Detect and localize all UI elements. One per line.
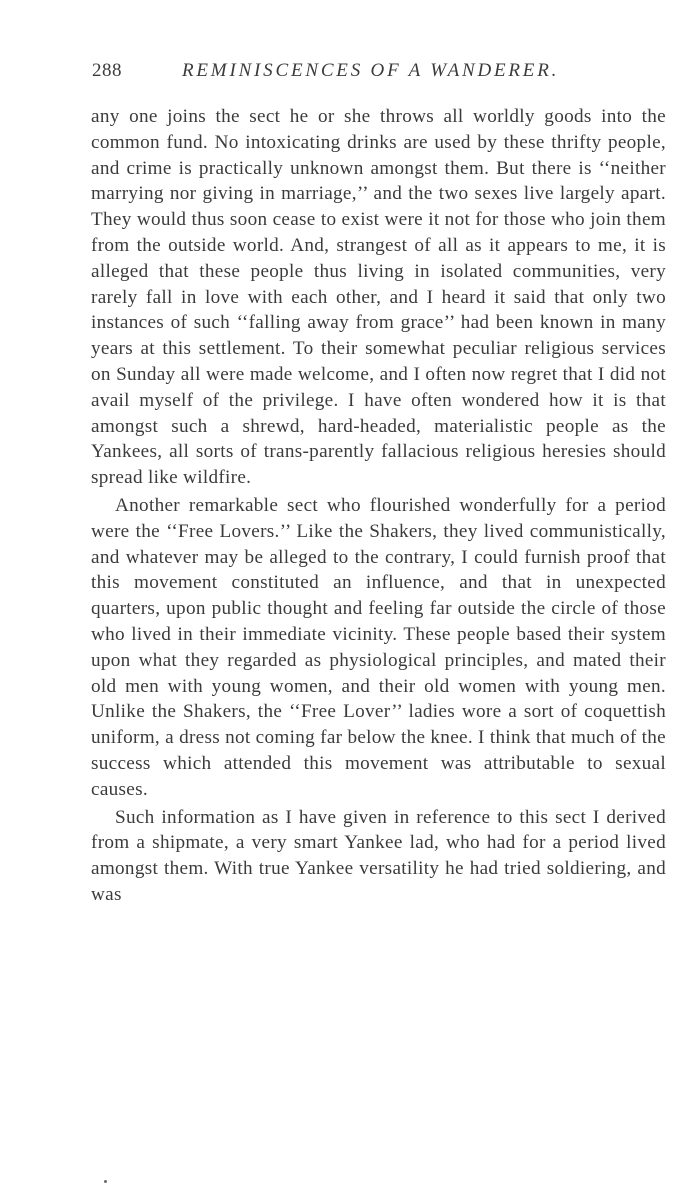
page-header bbox=[92, 60, 590, 90]
page-number: 288 bbox=[92, 60, 122, 81]
running-title: REMINISCENCES OF A WANDERER. bbox=[182, 60, 560, 81]
paragraph-free-lovers: Another remarkable sect who flourished wonderfully for a period were the ‘‘Free Lovers.’’ Like the Shakers, they lived communistically, and whatever may be alleged to the contrary, I could furnish proof that this movement constituted an influence, and that in unexpected quarters, upon public thought and feeling far outside the circle of those who lived in their immediate vicinity. These people based their system upon what they regarded as physiological principles, and mated their old men with young women, and their old women with young men. Unlike the Shakers, the ‘‘Free Lover’’ ladies wore a sort of coquettish uniform, a dress not coming far below the knee. I think that much of the success which attended this movement was attributable to sexual causes. bbox=[91, 494, 666, 800]
paragraph-shipmate: Such information as I have given in reference to this sect I derived from a shipmate, a very smart Yankee lad, who had for a period lived amongst them. With true Yankee versatility he had tried soldiering, and was bbox=[91, 806, 666, 905]
print-speck bbox=[104, 1180, 107, 1183]
body-text bbox=[91, 104, 666, 908]
paragraph-continued: any one joins the sect he or she throws all worldly goods into the common fund. No intoxicating drinks are used by these thrifty people, and crime is practically unknown amongst them. But there is ‘‘neither marrying nor giving in marriage,’’ and the two sexes live largely apart. They would thus soon cease to exist were it not for those who join them from the outside world. And, strangest of all as it appears to me, it is alleged that these people thus living in isolated communities, very rarely fall in love with each other, and I heard it said that only two instances of such ‘‘falling away from grace’’ had been known in many years at this settlement. To their somewhat peculiar religious services on Sunday all were made welcome, and I often now regret that I did not avail myself of the privilege. I have often wondered how it is that amongst such a shrewd, hard-headed, materialistic people as the Yankees, all sorts of trans-parently fallacious religious heresies should spread like wildfire. bbox=[91, 106, 666, 489]
